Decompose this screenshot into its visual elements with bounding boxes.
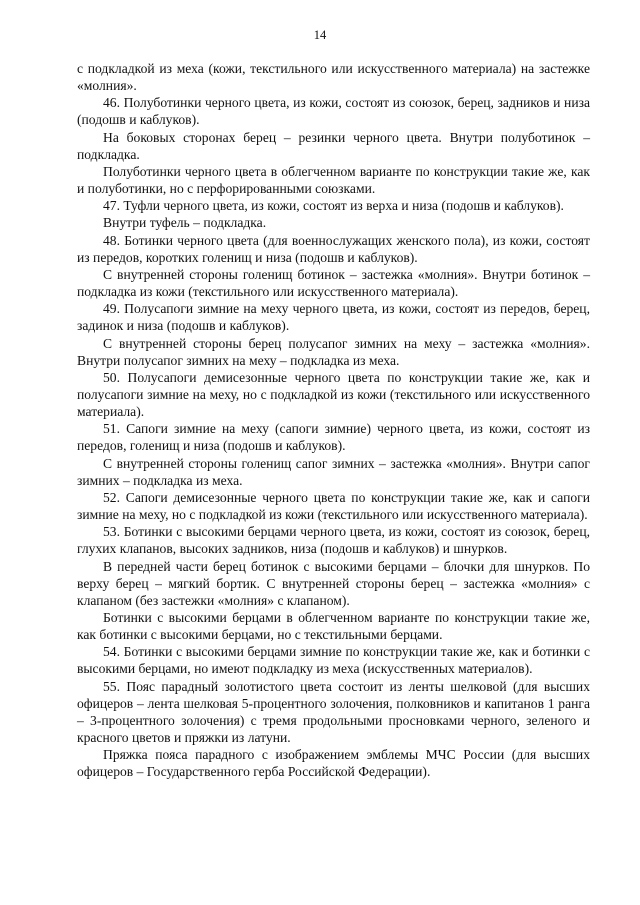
page-number: 14 [313, 28, 327, 42]
paragraph: 49. Полусапоги зимние на меху черного цвета, из кожи, состоят из передов, берец, задинок и низа (подошв и каблуков). [77, 301, 590, 334]
paragraph: С внутренней стороны голенищ ботинок – застежка «молния». Внутри ботинок – подкладка из кожи (текстильного или искусственного материала). [77, 266, 590, 300]
paragraph: 54. Ботинки с высокими берцами зимние по конструкции такие же, как и ботинки с высокими берцами, но имеют подкладку из меха (искусственных материалов). [77, 644, 590, 677]
paragraph: В передней части берец ботинок с высокими берцами – блочки для шнурков. По верху берец – мягкий бортик. С внутренней стороны берец – застежка «молния» с клапаном (без застежки «молния» с клапаном). [77, 558, 590, 608]
paragraph: Полуботинки черного цвета в облегченном варианте по конструкции такие же, как и полуботинки, но с перфорированными союзками. [77, 163, 590, 197]
paragraph: Пряжка пояса парадного с изображением эмблемы МЧС России (для высших офицеров – Государственного герба Российской Федерации). [77, 747, 590, 780]
paragraph: На боковых сторонах берец – резинки черного цвета. Внутри полуботинок – подкладка. [77, 129, 590, 162]
paragraph: С внутренней стороны голенищ сапог зимних – застежка «молния». Внутри сапог зимних – подкладка из меха. [77, 455, 590, 488]
paragraph: 55. Пояс парадный золотистого цвета состоит из ленты шелковой (для высших офицеров – лента шелковая 5-процентного золочения, полковников и капитанов 1 ранга – 3-процентного золочения) с тремя продольными просновками черного, зеленого и красного цветов и пряжки из латуни. [77, 678, 590, 746]
paragraph: 48. Ботинки черного цвета (для военнослужащих женского пола), из кожи, состоят из передов, коротких голенищ и низа (подошв и каблуков). [77, 232, 590, 265]
paragraph: 46. Полуботинки черного цвета, из кожи, состоят из союзок, берец, задников и низа (подошв и каблуков). [77, 95, 590, 128]
paragraph: 51. Сапоги зимние на меху (сапоги зимние) черного цвета, из кожи, состоят из передов, голенищ и низа (подошв и каблуков). [77, 421, 590, 454]
paragraph: 47. Туфли черного цвета, из кожи, состоят из верха и низа (подошв и каблуков). [103, 198, 564, 214]
paragraph: 52. Сапоги демисезонные черного цвета по конструкции такие же, как и сапоги зимние на меху, но с подкладкой из кожи (текстильного или искусственного материала). [77, 489, 590, 523]
paragraph: С внутренней стороны берец полусапог зимних на меху – застежка «молния». Внутри полусапог зимних на меху – подкладка из меха. [77, 335, 590, 368]
paragraph: с подкладкой из меха (кожи, текстильного или искусственного материала) на застежке «молния». [77, 61, 590, 94]
paragraph: 50. Полусапоги демисезонные черного цвета по конструкции такие же, как и полусапоги зимние на меху, но с подкладкой из кожи (текстильного или искусственного материала). [77, 369, 590, 420]
paragraph: Внутри туфель – подкладка. [103, 215, 267, 231]
paragraph: 53. Ботинки с высокими берцами черного цвета, из кожи, состоят из союзок, берец, глухих клапанов, высоких задников, низа (подошв и каблуков) и шнурков. [77, 524, 590, 557]
document-body [77, 60, 590, 781]
paragraph: Ботинки с высокими берцами в облегченном варианте по конструкции такие же, как ботинки с высокими берцами, но с текстильными берцами. [77, 610, 590, 643]
